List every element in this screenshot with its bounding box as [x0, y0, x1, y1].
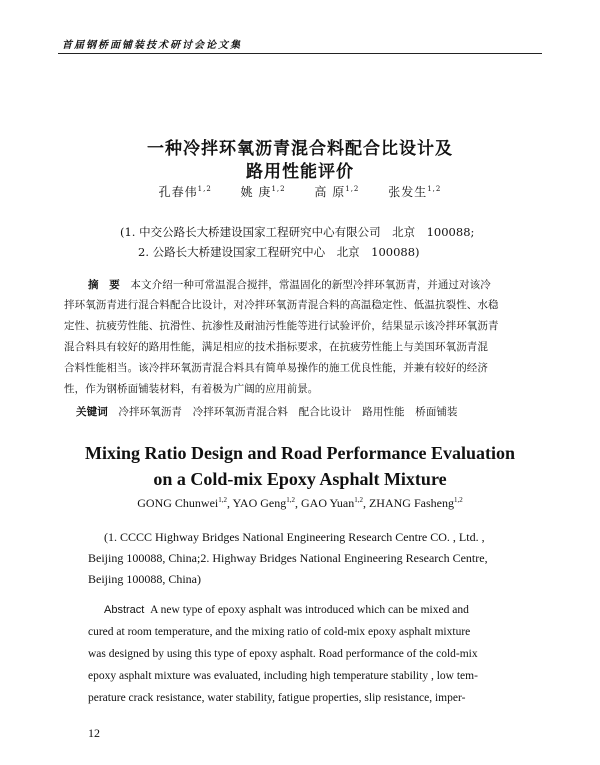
cn-author-name: 张发生 [388, 185, 428, 199]
en-author [301, 496, 363, 510]
cn-affiliation-line2: 2. 公路长大桥建设国家工程研究中心 北京 100088) [138, 245, 420, 259]
en-author-sup: 1,2 [354, 496, 363, 504]
cn-keywords-label: 关键词 [76, 406, 108, 418]
en-author-list: GONG Chunwei$^{1,2}$, YAO Geng$^{1,2}$, GAO Yuan$^{1,2}$, ZHANG Fasheng$^{1,2}$ [137, 496, 463, 510]
en-author [369, 496, 463, 510]
cn-abstract-line [88, 277, 532, 292]
page-number: 12 [88, 726, 100, 740]
cn-title-line1: 一种冷拌环氧沥青混合料配合比设计及 [147, 139, 453, 159]
cn-author [159, 185, 212, 199]
header-rule [58, 53, 542, 54]
en-abstract-line: epoxy asphalt mixture was evaluated, including high temperature stability , low tem- [88, 670, 478, 682]
cn-author-name: 高 原 [314, 185, 346, 199]
cn-author-sup: 1,2 [271, 185, 286, 193]
en-affiliation-line: Beijing 100088, China) [88, 572, 201, 586]
en-abstract-line: was designed by using this type of epoxy asphalt. Road performance of the cold-mix [88, 648, 478, 660]
cn-author-sup: 1,2 [197, 185, 212, 193]
cn-author-list [0, 183, 600, 200]
cn-abstract-label: 摘 要 [88, 279, 120, 291]
cn-keywords-text: 冷拌环氧沥青 冷拌环氧沥青混合料 配合比设计 路用性能 桥面铺装 [118, 406, 458, 418]
cn-keywords [76, 404, 536, 419]
en-author-name: YAO Geng [232, 496, 287, 510]
en-author [233, 496, 295, 510]
cn-abstract-text: 本文介绍一种可常温混合搅拌，常温固化的新型冷拌环氧沥青，并通过对该冷 [130, 279, 491, 291]
en-affiliation-line: Beijing 100088, China;2. Highway Bridges National Engineering Research Centre, [88, 551, 488, 565]
en-title-line1: Mixing Ratio Design and Road Performance Evaluation [85, 443, 515, 463]
en-author-name: GONG Chunwei [137, 496, 219, 510]
cn-title-line2: 路用性能评价 [246, 162, 354, 182]
running-header: 首届钢桥面铺装技术研讨会论文集 [62, 40, 242, 51]
en-author-name: ZHANG Fasheng [368, 496, 454, 510]
cn-author [241, 185, 286, 199]
cn-author [314, 185, 359, 199]
cn-author-name: 姚 庚 [240, 185, 272, 199]
en-abstract-label: Abstract [104, 604, 145, 616]
en-title-line2: on a Cold-mix Epoxy Asphalt Mixture [153, 469, 447, 489]
cn-abstract-line: 拌环氧沥青进行混合料配合比设计，对冷拌环氧沥青混合料的高温稳定性、低温抗裂性、水稳 [64, 299, 499, 311]
en-author-name: GAO Yuan [301, 496, 355, 510]
en-abstract-text: A new type of epoxy asphalt was introduced which can be mixed and [150, 604, 469, 616]
cn-author-sup: 1,2 [427, 185, 442, 193]
cn-author-sup: 1,2 [345, 185, 360, 193]
cn-author-name: 孔春伟 [158, 185, 198, 199]
en-author [137, 496, 227, 510]
cn-abstract-line: 性，作为钢桥面铺装材料，有着极为广阔的应用前景。 [64, 383, 319, 395]
en-abstract-line: cured at room temperature, and the mixing ratio of cold-mix epoxy asphalt mixture [88, 626, 471, 638]
en-author-sup: 1,2 [286, 496, 295, 504]
en-affiliation-line: (1. CCCC Highway Bridges National Engineering Research Centre CO. , Ltd. , [104, 530, 485, 544]
en-abstract-line [104, 604, 532, 616]
en-author-sup: 1,2 [453, 496, 463, 504]
en-abstract-line: perature crack resistance, water stability, fatigue properties, slip resistance, imper- [88, 692, 466, 704]
cn-author [388, 185, 441, 199]
cn-abstract-line: 混合料具有较好的路用性能，满足相应的技术指标要求，在抗疲劳性能上与美国环氧沥青混 [64, 341, 488, 353]
cn-abstract-line: 定性、抗疲劳性能、抗滑性、抗渗性及耐油污性能等进行试验评价，结果显示该冷拌环氧沥青 [64, 320, 499, 332]
cn-abstract-line: 合料性能相当。该冷拌环氧沥青混合料具有简单易操作的施工优良性能，并兼有较好的经济 [64, 362, 488, 374]
en-author-sup: 1,2 [218, 496, 228, 504]
cn-affiliation-line1: (1. 中交公路长大桥建设国家工程研究中心有限公司 北京 100088; [120, 225, 475, 239]
